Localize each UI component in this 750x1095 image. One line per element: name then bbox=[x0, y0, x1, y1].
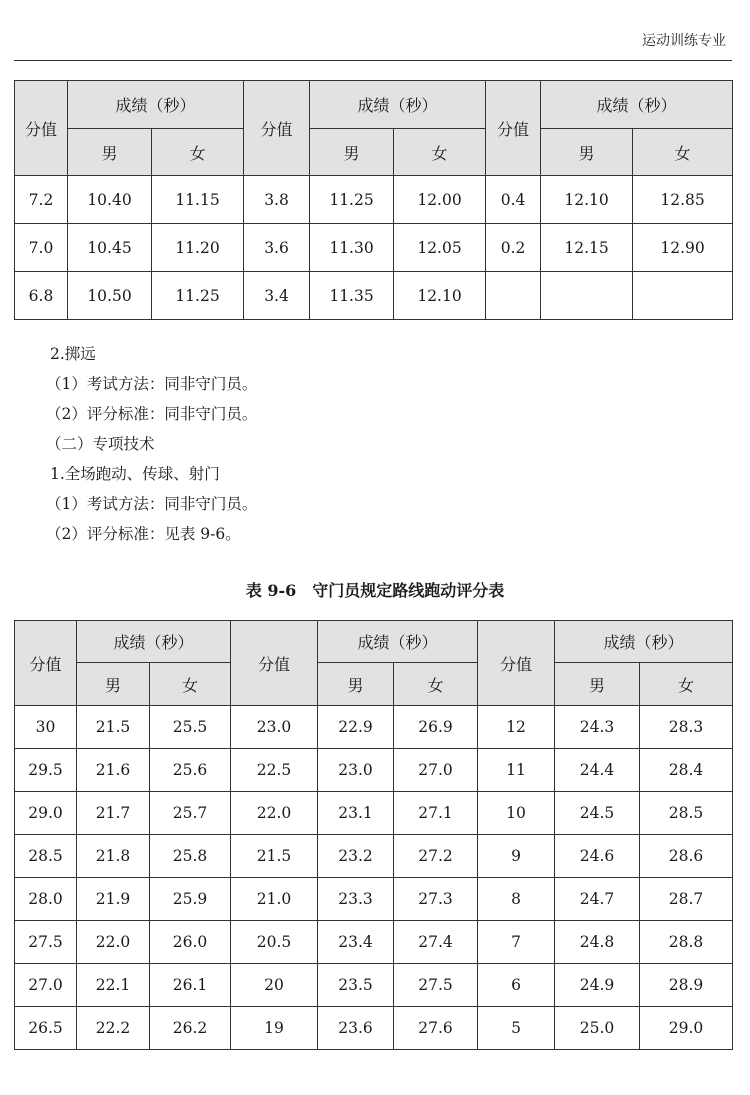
table-cell: 27.1 bbox=[394, 792, 478, 835]
table-cell: 25.7 bbox=[150, 792, 231, 835]
male-header: 男 bbox=[318, 663, 394, 706]
table-cell: 24.7 bbox=[555, 878, 640, 921]
text-line: （2）评分标准：见表 9-6。 bbox=[46, 525, 241, 543]
table-cell: 22.1 bbox=[77, 964, 150, 1007]
table-cell: 11 bbox=[478, 749, 555, 792]
table-cell: 28.6 bbox=[640, 835, 733, 878]
table-cell: 10 bbox=[478, 792, 555, 835]
table-cell bbox=[486, 272, 541, 320]
male-header: 男 bbox=[77, 663, 150, 706]
text-line: （1）考试方法：同非守门员。 bbox=[46, 495, 258, 513]
score-header: 分值 bbox=[15, 621, 77, 706]
table-cell: 25.6 bbox=[150, 749, 231, 792]
table-cell: 23.3 bbox=[318, 878, 394, 921]
table-cell: 25.8 bbox=[150, 835, 231, 878]
table-cell: 22.9 bbox=[318, 706, 394, 749]
table-cell: 20 bbox=[231, 964, 318, 1007]
table-cell: 24.9 bbox=[555, 964, 640, 1007]
table-cell: 20.5 bbox=[231, 921, 318, 964]
male-header: 男 bbox=[68, 129, 152, 176]
table-cell: 12 bbox=[478, 706, 555, 749]
score-header: 分值 bbox=[15, 81, 68, 176]
score-header: 分值 bbox=[486, 81, 541, 176]
table-cell: 3.8 bbox=[244, 176, 310, 224]
table-cell: 25.0 bbox=[555, 1007, 640, 1050]
table-cell: 28.0 bbox=[15, 878, 77, 921]
table-cell: 26.0 bbox=[150, 921, 231, 964]
table-cell: 6 bbox=[478, 964, 555, 1007]
table-cell: 23.4 bbox=[318, 921, 394, 964]
table-cell: 8 bbox=[478, 878, 555, 921]
table-row bbox=[15, 272, 733, 320]
table-cell: 27.5 bbox=[394, 964, 478, 1007]
table-cell: 29.0 bbox=[15, 792, 77, 835]
result-header: 成绩（秒） bbox=[318, 621, 478, 663]
table-cell: 22.2 bbox=[77, 1007, 150, 1050]
table-cell: 28.8 bbox=[640, 921, 733, 964]
table-cell: 23.0 bbox=[231, 706, 318, 749]
body-text bbox=[46, 339, 258, 549]
table-cell: 12.90 bbox=[633, 224, 733, 272]
text-line: （1）考试方法：同非守门员。 bbox=[46, 375, 258, 393]
table-cell: 10.40 bbox=[68, 176, 152, 224]
table-row bbox=[15, 1007, 733, 1050]
table-cell: 24.4 bbox=[555, 749, 640, 792]
goalkeeper-run-score-table bbox=[14, 620, 733, 1050]
table-cell: 25.5 bbox=[150, 706, 231, 749]
table-cell: 23.6 bbox=[318, 1007, 394, 1050]
score-header: 分值 bbox=[478, 621, 555, 706]
table-cell: 11.15 bbox=[152, 176, 244, 224]
table-cell: 11.35 bbox=[310, 272, 394, 320]
table-row bbox=[15, 921, 733, 964]
table-cell bbox=[541, 272, 633, 320]
female-header: 女 bbox=[150, 663, 231, 706]
table-cell: 5 bbox=[478, 1007, 555, 1050]
result-header: 成绩（秒） bbox=[68, 81, 244, 129]
result-header: 成绩（秒） bbox=[310, 81, 486, 129]
text-line: 1.全场跑动、传球、射门 bbox=[50, 465, 220, 483]
table-cell: 23.5 bbox=[318, 964, 394, 1007]
table-cell: 24.3 bbox=[555, 706, 640, 749]
table-cell: 27.5 bbox=[15, 921, 77, 964]
female-header: 女 bbox=[394, 663, 478, 706]
table-cell: 9 bbox=[478, 835, 555, 878]
table-cell: 28.9 bbox=[640, 964, 733, 1007]
table-cell: 11.25 bbox=[152, 272, 244, 320]
female-header: 女 bbox=[394, 129, 486, 176]
table-cell: 7 bbox=[478, 921, 555, 964]
table-cell: 21.6 bbox=[77, 749, 150, 792]
table-cell: 11.20 bbox=[152, 224, 244, 272]
table-row bbox=[15, 749, 733, 792]
table-cell: 22.0 bbox=[77, 921, 150, 964]
table-cell: 12.05 bbox=[394, 224, 486, 272]
table-cell: 12.85 bbox=[633, 176, 733, 224]
table-row bbox=[15, 176, 733, 224]
table-cell: 28.5 bbox=[15, 835, 77, 878]
table-cell: 19 bbox=[231, 1007, 318, 1050]
table-cell: 26.5 bbox=[15, 1007, 77, 1050]
male-header: 男 bbox=[541, 129, 633, 176]
table-row bbox=[15, 964, 733, 1007]
female-header: 女 bbox=[152, 129, 244, 176]
table-cell: 27.0 bbox=[15, 964, 77, 1007]
table-cell: 6.8 bbox=[15, 272, 68, 320]
table-cell: 21.5 bbox=[231, 835, 318, 878]
table-row bbox=[15, 224, 733, 272]
table-cell bbox=[633, 272, 733, 320]
table-cell: 12.00 bbox=[394, 176, 486, 224]
table-row bbox=[15, 706, 733, 749]
table-row bbox=[15, 792, 733, 835]
table-cell: 27.6 bbox=[394, 1007, 478, 1050]
result-header: 成绩（秒） bbox=[541, 81, 733, 129]
text-line: 2.掷远 bbox=[50, 345, 96, 363]
text-line: （二）专项技术 bbox=[46, 435, 155, 453]
table-cell: 26.2 bbox=[150, 1007, 231, 1050]
table-cell: 7.0 bbox=[15, 224, 68, 272]
female-header: 女 bbox=[640, 663, 733, 706]
table-cell: 21.7 bbox=[77, 792, 150, 835]
table-cell: 11.25 bbox=[310, 176, 394, 224]
table-cell: 22.5 bbox=[231, 749, 318, 792]
header-rule bbox=[14, 60, 732, 61]
table-cell: 23.2 bbox=[318, 835, 394, 878]
table-cell: 3.6 bbox=[244, 224, 310, 272]
table-cell: 24.6 bbox=[555, 835, 640, 878]
table-cell: 30 bbox=[15, 706, 77, 749]
table-cell: 28.3 bbox=[640, 706, 733, 749]
table-cell: 11.30 bbox=[310, 224, 394, 272]
table-cell: 26.1 bbox=[150, 964, 231, 1007]
male-header: 男 bbox=[310, 129, 394, 176]
table-cell: 12.10 bbox=[541, 176, 633, 224]
table-caption: 表 9-6 守门员规定路线跑动评分表 bbox=[245, 581, 505, 600]
table-cell: 27.2 bbox=[394, 835, 478, 878]
female-header: 女 bbox=[633, 129, 733, 176]
text-line: （2）评分标准：同非守门员。 bbox=[46, 405, 258, 423]
score-header: 分值 bbox=[231, 621, 318, 706]
table-cell: 26.9 bbox=[394, 706, 478, 749]
table-row bbox=[15, 835, 733, 878]
table-cell: 29.5 bbox=[15, 749, 77, 792]
table-cell: 3.4 bbox=[244, 272, 310, 320]
table-cell: 27.3 bbox=[394, 878, 478, 921]
running-header: 运动训练专业 bbox=[642, 33, 726, 49]
table-cell: 28.5 bbox=[640, 792, 733, 835]
table-cell: 22.0 bbox=[231, 792, 318, 835]
table-cell: 23.0 bbox=[318, 749, 394, 792]
score-header: 分值 bbox=[244, 81, 310, 176]
table-cell: 21.0 bbox=[231, 878, 318, 921]
table-cell: 0.4 bbox=[486, 176, 541, 224]
table-cell: 10.50 bbox=[68, 272, 152, 320]
male-header: 男 bbox=[555, 663, 640, 706]
table-cell: 24.5 bbox=[555, 792, 640, 835]
table-cell: 21.5 bbox=[77, 706, 150, 749]
table-cell: 0.2 bbox=[486, 224, 541, 272]
table-cell: 23.1 bbox=[318, 792, 394, 835]
table-cell: 21.8 bbox=[77, 835, 150, 878]
result-header: 成绩（秒） bbox=[555, 621, 733, 663]
table-cell: 12.10 bbox=[394, 272, 486, 320]
table-cell: 25.9 bbox=[150, 878, 231, 921]
table-cell: 27.4 bbox=[394, 921, 478, 964]
table-cell: 28.7 bbox=[640, 878, 733, 921]
result-header: 成绩（秒） bbox=[77, 621, 231, 663]
score-table-continued bbox=[14, 80, 733, 320]
table-cell: 12.15 bbox=[541, 224, 633, 272]
table-cell: 7.2 bbox=[15, 176, 68, 224]
table-cell: 10.45 bbox=[68, 224, 152, 272]
table-row bbox=[15, 878, 733, 921]
table-cell: 29.0 bbox=[640, 1007, 733, 1050]
table-cell: 21.9 bbox=[77, 878, 150, 921]
table-cell: 24.8 bbox=[555, 921, 640, 964]
table-cell: 27.0 bbox=[394, 749, 478, 792]
table-cell: 28.4 bbox=[640, 749, 733, 792]
